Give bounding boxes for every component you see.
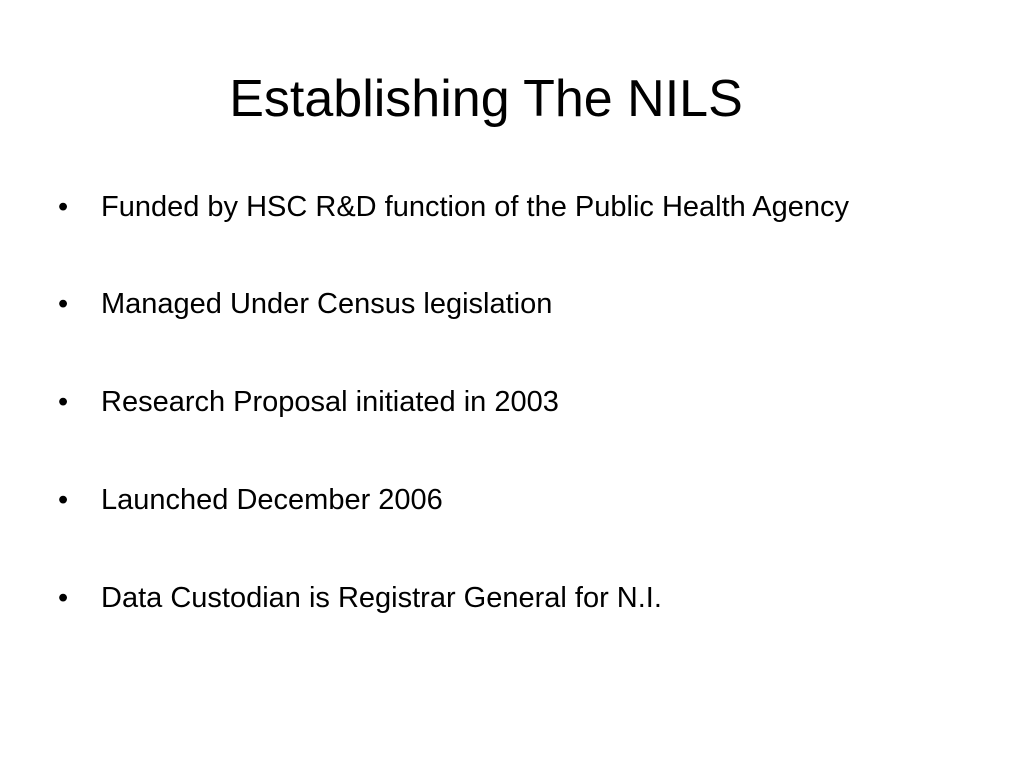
bullet-text: Launched December 2006 — [101, 484, 443, 516]
bullet-text: Managed Under Census legislation — [101, 288, 553, 320]
bullet-list — [58, 187, 898, 676]
bullet-item — [58, 480, 898, 520]
slide-title: Establishing The NILS — [229, 70, 743, 128]
bullet-dot-icon: • — [58, 484, 69, 516]
bullet-item — [58, 382, 898, 422]
bullet-text: Data Custodian is Registrar General for N.I. — [101, 582, 662, 614]
bullet-item — [58, 578, 898, 618]
bullet-dot-icon: • — [58, 191, 69, 223]
bullet-dot-icon: • — [58, 288, 69, 320]
bullet-text: Funded by HSC R&D function of the Public Health Agency — [101, 191, 849, 223]
bullet-text: Research Proposal initiated in 2003 — [101, 386, 559, 418]
bullet-dot-icon: • — [58, 386, 69, 418]
bullet-item — [58, 187, 898, 227]
bullet-dot-icon: • — [58, 582, 69, 614]
bullet-item — [58, 284, 898, 324]
